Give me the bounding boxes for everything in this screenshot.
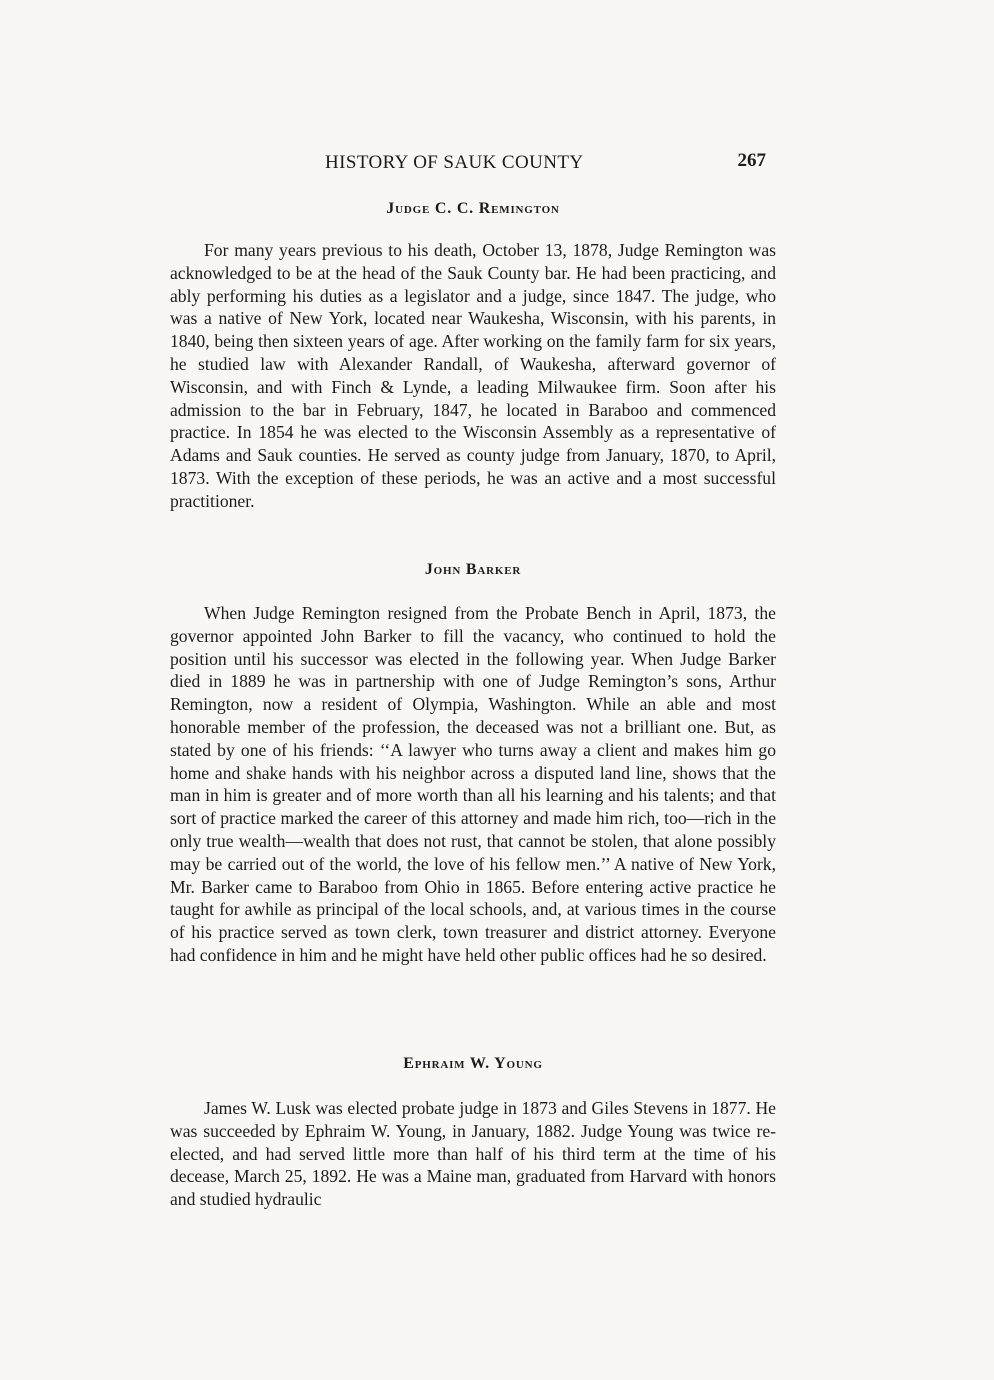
section-paragraph: For many years previous to his death, October 13, 1878, Judge Remington was acknowledged to be at the head of the Sauk County bar. He had been practicing, and ably performing his duties as a legislator and a judge, since 1847. The judge, who was a native of New York, located near Waukesha, Wisconsin, with his parents, in 1840, being then sixteen years of age. After working on the family farm for six years, he studied law with Alexander Randall, of Waukesha, afterward governor of Wisconsin, and with Finch & Lynde, a leading Milwaukee firm. Soon after his admission to the bar in February, 1847, he located in Baraboo and commenced practice. In 1854 he was elected to the Wisconsin Assembly as a representative of Adams and Sauk counties. He served as county judge from January, 1870, to April, 1873. With the exception of these periods, he was an active and a most successful practitioner.	[170, 240, 776, 511]
section-paragraph: James W. Lusk was elected probate judge in 1873 and Giles Stevens in 1877. He was succeeded by Ephraim W. Young, in January, 1882. Judge Young was twice re-elected, and had served little more than half of his third term at the time of his decease, March 25, 1892. He was a Maine man, graduated from Harvard with honors and studied hydraulic	[170, 1098, 776, 1210]
running-title: HISTORY OF SAUK COUNTY	[325, 152, 584, 173]
section-young	[170, 1055, 776, 1211]
page-number: 267	[737, 150, 766, 171]
section-heading: Judge C. C. Remington	[386, 200, 560, 217]
running-head	[170, 152, 770, 182]
section-paragraph: When Judge Remington resigned from the Probate Bench in April, 1873, the governor appointed John Barker to fill the vacancy, who continued to hold the position until his successor was elected in the following year. When Judge Barker died in 1889 he was in partnership with one of Judge Remington’s sons, Arthur Remington, now a resident of Olympia, Washington. While an able and most honorable member of the profession, the deceased was not a brilliant one. But, as stated by one of his friends: ‘‘A lawyer who turns away a client and makes him go home and shake hands with his neighbor across a disputed land line, shows that the man in him is greater and of more worth than all his learning and his talents; and that sort of practice marked the career of this attorney and made him rich, too—rich in the only true wealth—wealth that does not rust, that cannot be stolen, that alone possibly may be carried out of the world, the love of his fellow men.’’ A native of New York, Mr. Barker came to Baraboo from Ohio in 1865. Before entering active practice he taught for awhile as principal of the local schools, and, at various times in the course of his practice served as town clerk, town treasurer and district attorney. Everyone had confidence in him and he might have held other public offices had he so desired.	[170, 603, 776, 965]
section-heading: John Barker	[424, 561, 522, 578]
section-remington	[170, 200, 776, 513]
section-heading: Ephraim W. Young	[403, 1055, 543, 1072]
section-barker	[170, 561, 776, 967]
